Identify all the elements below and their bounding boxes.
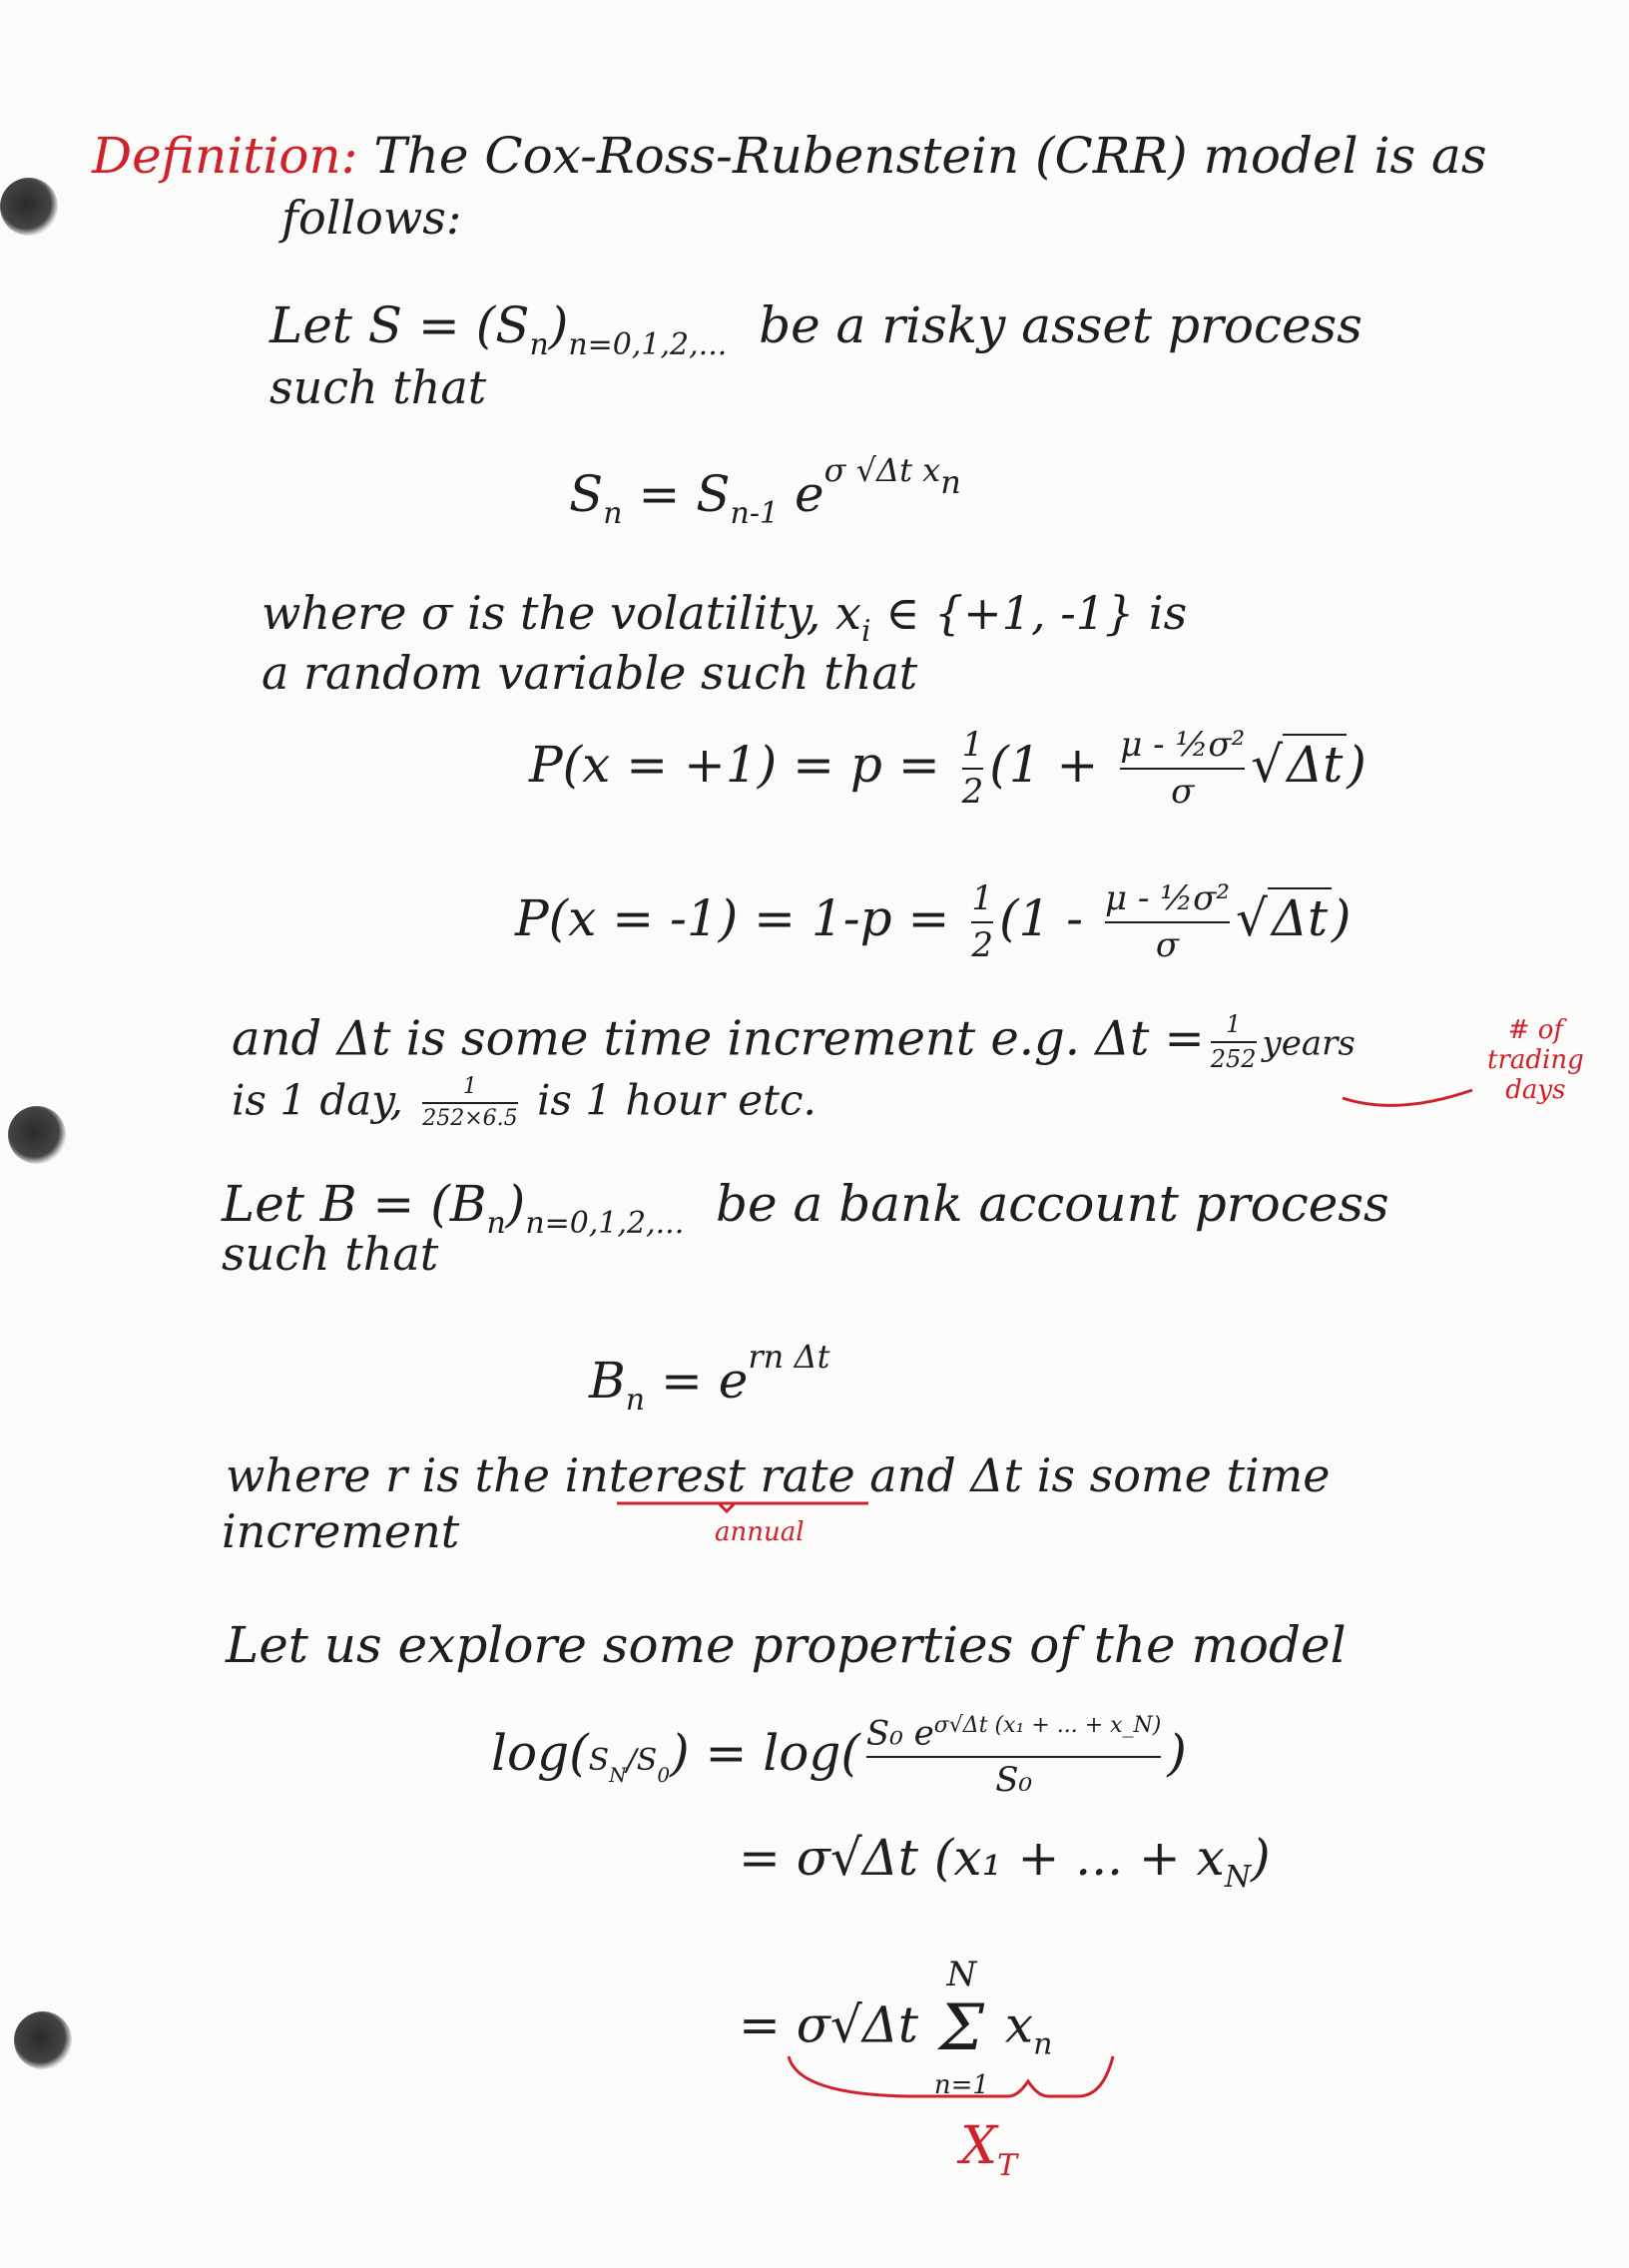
log-equation-line-2: = σ√Δt (x₁ + ... + $x_N$) xyxy=(739,1829,1271,1895)
log-equation: $\log(S_N/S_0) = \log$( $\frac{S_0 e^{\sigma√\Delta t (x_1 + ... + x\_N)}}{\text{S₀}}$ ) xyxy=(491,1713,1187,1801)
xt-brace xyxy=(789,2056,1113,2096)
summation: N Σ n=1 xyxy=(933,1955,989,2100)
log-equation-line-3: = σ√Δt N Σ n=1 $x_n$ xyxy=(739,1955,1053,2100)
interest-rate-line-2: increment xyxy=(222,1504,460,1558)
interest-rate-line: where r is the interest rate and Δt is some time xyxy=(226,1448,1331,1502)
definition-line-2: follows: xyxy=(281,191,462,245)
volatility-line: where σ is the volatility, $x_i$ ∈ {+1, -1} is xyxy=(262,586,1188,649)
sn-equation: $S_n = S_{n-1}$ $e^{\sigma √\Delta t xn}$ xyxy=(569,451,961,531)
definition-text: The Cox-Ross-Rubenstein (CRR) model is as xyxy=(373,127,1487,185)
bank-account-line-2: such that xyxy=(222,1227,439,1281)
volatility-line-2: a random variable such that xyxy=(262,646,918,700)
explore-line: Let us explore some properties of the model xyxy=(226,1616,1347,1674)
xt-annotation: $X_T$ xyxy=(960,2116,1018,2183)
bank-account-line: Let $B = (B_n)_{n=0,1,2,...}$ be a bank account process xyxy=(222,1175,1389,1241)
time-increment-line: and Δt is some time increment e.g. Δt = $\frac{1}{252}$ years xyxy=(232,1010,1356,1073)
years-underline xyxy=(1343,1090,1472,1105)
time-increment-line-2: is 1 day, $\frac{1}{252\times 6.5}$ is 1 hour etc. xyxy=(232,1074,816,1132)
probability-up-equation: P(x = +1) = p = $\frac{1}{2}$ (1 + $\frac{\text{μ - ½σ²}}{\sigma}$ √Δt) xyxy=(529,725,1366,812)
interest-rate-term: interest rate xyxy=(564,1448,855,1502)
annual-annotation: annual xyxy=(715,1517,805,1547)
probability-down-equation: P(x = -1) = 1-p = $\frac{1}{2}$ (1 - $\frac{\text{μ - ½σ²}}{\sigma}$ √Δt) xyxy=(515,878,1352,965)
risky-asset-line: Let $S = (S_n)_{n=0,1,2,...}$ be a risky asset process xyxy=(270,296,1362,362)
risky-asset-line-2: such that xyxy=(270,360,487,414)
definition-label: Definition: xyxy=(92,127,358,185)
years-label: years xyxy=(1262,1023,1356,1064)
bn-equation: $B_n = e^{rn \Delta t}$ xyxy=(589,1338,830,1418)
trading-days-note: # of trading days xyxy=(1487,1015,1584,1105)
